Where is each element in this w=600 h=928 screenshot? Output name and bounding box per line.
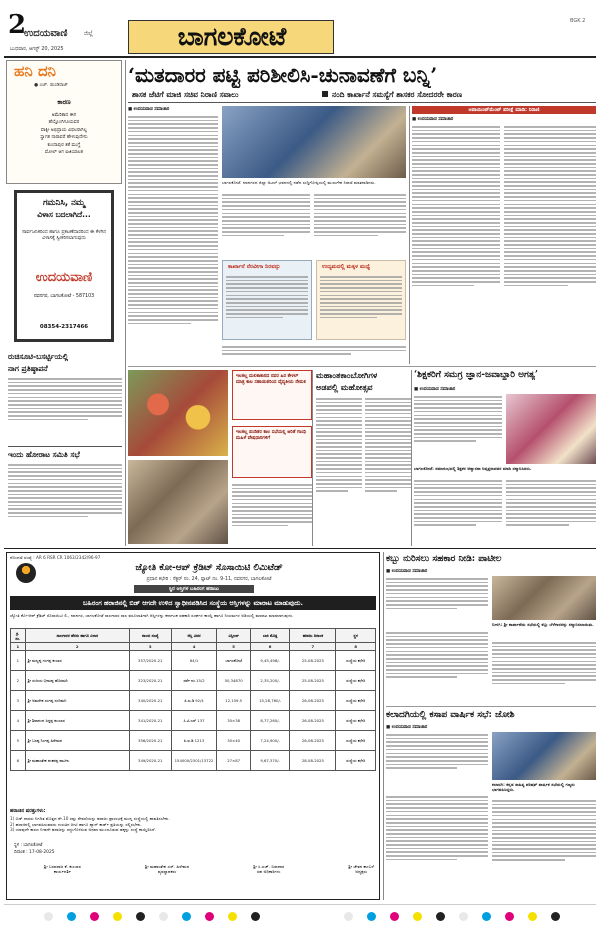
- honny-poem-line: ಅಮೆರಿಕಾದ ಈಗ: [51, 113, 77, 118]
- table-cell: ಪಿ.ಐ.ಡಿ 92/4: [171, 691, 217, 711]
- knowledge-body-col3: [506, 478, 596, 544]
- table-cell: 349/2020-21: [129, 751, 171, 771]
- table-column-number: 3: [129, 643, 171, 651]
- registration-dot: [205, 912, 214, 921]
- right-lower-body-1c: [492, 640, 596, 702]
- newspaper-page: [4, 2, 596, 926]
- table-header-cell: ಸಾಲಗಾರರ ಹೆಸರು ಹಾಗೂ ವಿಳಾಸ: [25, 629, 129, 643]
- right-lower-body-2c: [492, 798, 596, 898]
- lead-body-col1: [128, 114, 218, 404]
- table-cell: 340/2020-21: [129, 691, 171, 711]
- table-cell: 357/2020-21: [129, 651, 171, 671]
- right-lower-body-1b: [386, 630, 488, 702]
- table-cell: 26-08-2025: [290, 691, 336, 711]
- story1-headline-2: ನಾಗ ಪ್ರತಿಷ್ಠಾಪನೆ: [8, 364, 48, 373]
- signatory: [348, 864, 374, 874]
- table-row: [11, 711, 376, 731]
- registration-dot: [459, 912, 468, 921]
- signatory-role: ಅಧ್ಯಕ್ಷರು: [355, 869, 368, 874]
- promo-address: ನವನಗರ, ಬಾಗಲಕೋಟೆ - 587103: [33, 294, 95, 299]
- right-lower-photo-1: [492, 576, 596, 620]
- table-column-number-row: [11, 643, 376, 651]
- story2-body: [8, 462, 122, 544]
- table-cell: 3: [11, 691, 26, 711]
- page-code: BGK 2: [570, 18, 586, 24]
- table-cell: 50,34870: [217, 671, 250, 691]
- table-cell: ಸಿ.ಟಿ.ಎಸ್ 137: [171, 711, 217, 731]
- knowledge-body-col2: [414, 478, 502, 544]
- promo-brand-logo: ಉದಯವಾಣಿ: [35, 270, 93, 285]
- table-cell: ಸಂಸ್ಥೆಯ ಕಛೇರಿ: [336, 731, 376, 751]
- promo-headline-1: ಗಮನಿಸಿ, ನಮ್ಮ: [42, 198, 86, 208]
- signatory-name: ಶ್ರೀ ಸಿ.ಎಚ್. ಬಿರಾದಾರ: [253, 864, 285, 869]
- table-cell: 5: [11, 731, 26, 751]
- ad-place: ಸ್ಥಳ : ಬಾಗಲಕೋಟೆ: [14, 843, 43, 848]
- signatory-role: ಕಾರ್ಯದರ್ಶಿ: [53, 869, 72, 874]
- lead-box-1-body: [226, 274, 308, 336]
- knowledge-headline: ‘ಶಿಕ್ಷಕರಿಗೆ ಸಮಗ್ರ ಜ್ಞಾನ-ಜವಾಬ್ದಾರಿ ಅಗತ್ಯ’: [414, 370, 539, 380]
- right-lower-body-1a: [386, 576, 488, 626]
- table-cell: 8,77,260/-: [250, 711, 290, 731]
- temple-headline-1: ಮಹಾಂತಕಾಂಬೋಗಿಗಳ: [316, 370, 378, 380]
- promo-body: ಸಾರ್ವಜನಿಕರಿಂದ ಹಾಗೂ ಪ್ರಕಟಣೆದಾರರಿಂದ ಈ ಕೆಳಗಿನ ವಿಳಾಸಕ್ಕೆ ಸ್ವೀಕರಿಸಲಾಗುವುದು: [22, 230, 106, 242]
- ad-company: ಜ್ಯೋತಿ ಕೋ-ಆಪ್ ಕ್ರೆಡಿಟ್ ಸೊಸಾಯಿಟಿ ಲಿಮಿಟೆಡ್: [135, 563, 283, 573]
- table-cell: 4: [11, 711, 26, 731]
- honny-poem-line: ಕುಂದಾಪುರ ಶಕೆ ಮುಗ್ದೆ: [47, 142, 81, 148]
- section-title: ಬಾಗಲಕೋಟೆ: [177, 22, 287, 51]
- table-cell: ಶ್ರೀ ಶಿವಾನಂದ ಸಿದ್ದಪ್ಪ ಕುಂಬಾರ: [25, 711, 129, 731]
- table-header-row: [11, 629, 376, 643]
- table-row: [11, 691, 376, 711]
- date-line: ಬುಧವಾರ, ಆಗಸ್ಟ್ 20, 2025: [10, 46, 64, 52]
- table-header-cell: ವಿಸ್ತೀರ್ಣ: [217, 629, 250, 643]
- honny-dhani-title: ಹನಿ ದನಿ: [14, 62, 56, 80]
- registration-marks-right: [344, 912, 560, 921]
- lead-subhead-right: ನಂದಿ ಕಾರ್ಖಾನೆ ಸಮಸ್ಯೆಗೆ ಶಾಸಕರ ಸೋದರರೇ ಕಾರಣ: [332, 90, 463, 99]
- table-cell: ಶ್ರೀ ಅಮರೇಶ ಸಂಗಪ್ಪ ಸಂದಿಮನಿ: [25, 691, 129, 711]
- paper-name: ಉದಯವಾಣಿ: [24, 28, 68, 39]
- table-cell: ಶ್ರೀ ಮಹಾಂತೇಶ ಶಂಕರಪ್ಪ ಪಾಟೀಲ: [25, 751, 129, 771]
- right-lower-caption-2: ಕಲಾದಗಿ: ಕನ್ನಡ ಸಾಹಿತ್ಯ ಪರಿಷತ್ ವಾರ್ಷಿಕ ಸಭೆಯಲ್ಲಿ ಗಣ್ಯರು ಭಾಗವಹಿಸಿದ್ದರು.: [492, 782, 575, 792]
- table-cell: ಸರ್ವೆ ನಂ.15/2: [171, 671, 217, 691]
- ad-reg-no: ನೊಂದಣಿ ಸಂಖ್ಯೆ : AR 6 RSR CR 1063/2342/96-97: [10, 555, 101, 560]
- table-cell: ಸಂಸ್ಥೆಯ ಕಛೇರಿ: [336, 651, 376, 671]
- lead-body-col2: [222, 192, 310, 256]
- lead-body-col3: [314, 192, 406, 256]
- table-row: [11, 671, 376, 691]
- ad-intro: ಜ್ಯೋತಿ ಕೋ-ಆಪ್ ಕ್ರೆಡಿಟ್ ಸೊಸಾಯಿಟಿ ಲಿ., ನವನಗರ, ಬಾಗಲಕೋಟೆ ಸಾಲಗಾರರ ಸಾಲ ವಸೂಲಾತಿಗಾಗಿ ಆಸ್ತಿಗಳನ್ನು ಕರ್ನಾಟಕ ಸಹಕಾರಿ ಸಂಘಗಳ ಕಾಯ್ದೆ ಹಾಗೂ ನಿಯಮಗಳ ಅಡಿಯಲ್ಲಿ ಮಾರಾಟ ಮಾಡಲಾಗುವುದು.: [10, 613, 294, 618]
- registration-marks: [44, 912, 260, 921]
- table-header-cell: ಹರಾಜು ದಿನಾಂಕ: [290, 629, 336, 643]
- table-cell: 64/1: [171, 651, 217, 671]
- edition-tag: ಜಿಲ್ಲೆ: [84, 30, 93, 37]
- table-cell: 7,24,900/-: [250, 731, 290, 751]
- table-cell: 28-08-2025: [290, 751, 336, 771]
- registration-dot: [182, 912, 191, 921]
- table-cell: 6: [11, 751, 26, 771]
- ad-date: ದಿನಾಂಕ : 17-08-2025: [14, 850, 55, 855]
- lead-box-2-body: [320, 274, 402, 336]
- ad-condition: 1) ಬಿಡ್ ದಾರರು ನಿಗದಿತ ಮೊತ್ತದ ಶೇ.10 ರಷ್ಟು ಠೇವಣಿಯನ್ನು ಹರಾಜು ಪ್ರಾರಂಭಕ್ಕೆ ಮುನ್ನ ಸಂಸ್ಥೆಯಲ್ಲಿ ಪಾವತಿಸಬೇಕು.: [10, 816, 170, 821]
- right-story-byline: ■ ಉದಯವಾಣಿ ಸಮಾಚಾರ: [412, 117, 454, 122]
- table-cell: 26-08-2025: [290, 711, 336, 731]
- table-row: [11, 751, 376, 771]
- table-cell: 1: [11, 651, 26, 671]
- ad-address: ಪ್ರಧಾನ ಕಛೇರಿ : ಸೆಕ್ಟರ್ ನಂ. 24, ಪ್ಲಾಟ್ ನಂ. 9-11, ನವನಗರ, ಬಾಗಲಕೋಟೆ: [146, 577, 272, 582]
- subhead-separator: [322, 91, 328, 97]
- signatory-name: ಶ್ರೀ ಬಸವರಾಜ ಕೆ. ಕುಂಬಾರ: [44, 864, 81, 869]
- ad-condition: 2) ಹರಾಜಿನಲ್ಲಿ ಭಾಗವಹಿಸುವವರು ಗುರುತಿನ ಚೀಟಿ ಹಾಗೂ ಪ್ಯಾನ್ ಕಾರ್ಡ್ ಪ್ರತಿಯನ್ನು ಸಲ್ಲಿಸಬೇಕು.: [10, 821, 142, 827]
- lead-photo: [222, 106, 406, 178]
- table-header-cell: ಕ್ರ. ಸಂ.: [11, 629, 26, 643]
- signatory: [44, 864, 81, 874]
- table-cell: ಶ್ರೀ ಮಲ್ಲಪ್ಪ ಗಂಗಪ್ಪ ಕಂಬಾರ: [25, 651, 129, 671]
- right-lower-photo-2: [492, 732, 596, 780]
- temple-body-col1: [316, 396, 362, 544]
- table-row: [11, 731, 376, 751]
- honny-poem-line: ಹೆಯ್ತೊಂಗಿಗೂಯವರ: [48, 120, 80, 126]
- temple-headline-2: ಅಡಪಲ್ಲಿ ಮಹೋತ್ಸವ: [316, 382, 373, 392]
- knowledge-body-col1: [414, 394, 502, 464]
- table-cell: 2: [11, 671, 26, 691]
- temple-photo: [128, 370, 228, 456]
- story2-headline: ಇಂದು ಹೋರಾಟ ಸಮಿತಿ ಸಭೆ: [8, 450, 80, 459]
- table-cell: ಸಂಸ್ಥೆಯ ಕಛೇರಿ: [336, 691, 376, 711]
- table-cell: 323/2020-21: [129, 671, 171, 691]
- table-column-number: 2: [25, 643, 129, 651]
- lead-headline: ‘ಮತದಾರರ ಪಟ್ಟಿ ಪರಿಶೀಲಿಸಿ-ಚುನಾವಣೆಗೆ ಬನ್ನಿ’: [128, 63, 438, 87]
- registration-dot: [251, 912, 260, 921]
- table-cell: 15,28,760/-: [250, 691, 290, 711]
- ad-notice-tag: ಸ್ಥಿರ ಆಸ್ತಿಗಳ ಬಹಿರಂಗ ಹರಾಜು: [134, 585, 254, 593]
- knowledge-caption: ಬಾಗಲಕೋಟೆ: ಸಮಾರಂಭದಲ್ಲಿ ಶಿಕ್ಷಕರ ಆಶ್ವಾಸನಾ ನಿವೃತ್ತರಾದವರ ಮಾಡಿ ಸನ್ಮಾನಿಸಿದರು.: [414, 466, 532, 471]
- table-header-cell: ಆಸ್ತಿ ವಿವರ: [171, 629, 217, 643]
- table-cell: 9,45,498/-: [250, 651, 290, 671]
- right-lower-caption-1: ಬೀಳಗಿ: ಶ್ರೀ ಕಾರ್ಖಾನೆಯ ಸಭೆಯಲ್ಲಿ ಕಬ್ಬು ಬೆಳೆಗಾರರನ್ನು ಸನ್ಮಾನಿಸಲಾಯಿತು.: [492, 622, 594, 627]
- ad-signatories: [44, 864, 374, 874]
- gandhi-photo: [128, 460, 228, 544]
- table-header-cell: ಸಾಲದ ಸಂಖ್ಯೆ: [129, 629, 171, 643]
- registration-dot: [113, 912, 122, 921]
- table-cell: 341/2020-21: [129, 711, 171, 731]
- gandhi-story-body: [232, 482, 312, 544]
- promo-phone: 08354-2317466: [39, 324, 89, 330]
- honny-dhani-author: ● ಎಚ್. ಡುಂಡಿರಾಜ್: [34, 83, 68, 88]
- lamp-logo-icon: [16, 563, 36, 583]
- auction-table-wrap: [10, 628, 376, 804]
- table-cell: 2,35,200/-: [250, 671, 290, 691]
- signatory-name: ಶ್ರೀ ಮಹಾಂತೇಶ ಎಸ್. ಹಿರೇಮಠ: [145, 864, 190, 869]
- right-story-kicker: ಅಪಾಯಿಂಟ್‌ಮೆಂಟ್ ಪರೀಕ್ಷೆ ಮಾಡಿ: ನಿರಾಣಿ: [412, 106, 596, 114]
- honny-poem-line: ವಾಕ್ಸೀ ಅಭಿಪ್ರಾಯ ವಿಫಲರಾಗಿಲ್ಲ: [40, 127, 88, 133]
- table-cell: 25-08-2025: [290, 651, 336, 671]
- table-cell: 356/2020-21: [129, 731, 171, 751]
- lead-byline: ■ ಉದಯವಾಣಿ ಸಮಾಚಾರ: [128, 107, 170, 112]
- honny-poem-line: ಸ್ವಾಗತ ನಾರಾವರೆ ಹೇಳುವುದೇನು: [40, 135, 88, 141]
- table-column-number: 5: [217, 643, 250, 651]
- table-header-cell: ಬಾಕಿ ಮೊತ್ತ: [250, 629, 290, 643]
- registration-dot: [344, 912, 353, 921]
- table-cell: 25-08-2025: [290, 671, 336, 691]
- signatory: [145, 864, 189, 874]
- registration-dot: [67, 912, 76, 921]
- promo-headline-2: ವಿಳಾಸ ಬದಲಾಗಿದೆ...: [37, 210, 91, 219]
- table-header-cell: ಸ್ಥಳ: [336, 629, 376, 643]
- registration-dot: [528, 912, 537, 921]
- lead-body-col4: [222, 344, 406, 362]
- table-column-number: 8: [336, 643, 376, 651]
- ad-condition: 3) ಯಾವುದೇ ಕಾರಣ ನೀಡದೇ ಹರಾಜನ್ನು ರದ್ದುಗೊಳಿಸುವ ಅಥವಾ ಮುಂದೂಡುವ ಹಕ್ಕನ್ನು ಸಂಸ್ಥೆ ಕಾಯ್ದಿರಿಸಿದೆ.: [10, 827, 156, 833]
- table-cell: 30×38: [217, 711, 250, 731]
- lead-box-2-title: ಉದ್ಯಮದಲ್ಲಿ ಮಕ್ಕಳ ಮಧ್ಯೆ: [322, 264, 370, 270]
- right-story-col1: [412, 124, 500, 364]
- table-cell: 26-08-2025: [290, 731, 336, 751]
- table-column-number: 7: [290, 643, 336, 651]
- registration-dot: [551, 912, 560, 921]
- quote-box-2-text: ಇಲಕಲ್ಲ ಪಂಡಿತರ ಕಾಲ ಸಭೆಯಲ್ಲಿ ಅರಿತೆ ಗಾಂಧಿ ಮಹಿಳೆ ವೇಷಧಾರಿಗಳಿಗೆ: [236, 430, 307, 441]
- right-story-col2: [504, 124, 596, 364]
- story1-body: [8, 376, 122, 442]
- right-lower-body-2a: [386, 732, 488, 790]
- registration-dot: [413, 912, 422, 921]
- table-cell: ಸಂಸ್ಥೆಯ ಕಛೇರಿ: [336, 751, 376, 771]
- registration-dot: [44, 912, 53, 921]
- auction-table: [10, 628, 376, 771]
- table-cell: ಸಂಸ್ಥೆಯ ಕಛೇರಿ: [336, 671, 376, 691]
- ad-conditions-title: ಹರಾಜಿನ ಷರತ್ತುಗಳು:: [10, 808, 46, 814]
- registration-dot: [228, 912, 237, 921]
- honny-poem: [10, 112, 118, 156]
- table-cell: 154000/2301/13722: [171, 751, 217, 771]
- knowledge-byline: ■ ಉದಯವಾಣಿ ಸಮಾಚಾರ: [414, 387, 456, 392]
- lead-subhead-left: ಶಾಸಕ ಜೆಟಿಗೆ ಮಾಜಿ ಸಚಿವ ನಿರಾಣಿ ಸವಾಲು: [132, 90, 239, 99]
- honny-poem-title: ಕಾರಣ: [57, 98, 71, 106]
- table-column-number: 4: [171, 643, 217, 651]
- signatory: [253, 864, 284, 874]
- ad-banner: ಬಹಿರಂಗ ಹರಾಜಿನಲ್ಲಿ ಬಿಡ್ ಆಗದೇ ಉಳಿದ ಸ್ವಾಧೀನಪಡಿಸಿದ ಸಂಸ್ಥೆಯ ಆಸ್ತಿಗಳನ್ನು ಮಾರಾಟ ಮಾಡುವುದು.: [10, 596, 376, 610]
- honny-poem-line: ಮೋಲ್ ಆಗ ಐಜಿಯಾಲಕ: [45, 150, 83, 156]
- right-lower-headline-1: ಕಬ್ಬು ನುರಿಸಲು ಸಹಕಾರ ನೀಡಿ: ಪಾಟೀಲ: [386, 554, 502, 564]
- right-lower-body-2b: [386, 794, 488, 898]
- right-lower-byline-2: ■ ಉದಯವಾಣಿ ಸಮಾಚಾರ: [386, 725, 428, 730]
- signatory-name: ಶ್ರೀ ಚೇತನ ಕಾಂಬಳೆ: [348, 864, 374, 869]
- table-cell: 30×40: [217, 731, 250, 751]
- table-cell: ಶ್ರೀ ಸಂಜಯ ಭೀಮಪ್ಪ ಹೊಸಮನಿ: [25, 671, 129, 691]
- table-row: [11, 651, 376, 671]
- knowledge-photo: [506, 394, 596, 464]
- quote-box-1-text: ಇಲಕಲ್ಲ ಮಲಿಕಾಕಾನದ ನವರ ಹಿರ ಕೇಳಲ್ ಮಾತ್ರ ಕಾಲ ಸಹಾಯಿತರಿಂದ ವೈದ್ಯಕೀಯ ನೇಮಕ: [236, 374, 306, 385]
- registration-dot: [159, 912, 168, 921]
- table-cell: 12,159.5: [217, 691, 250, 711]
- table-cell: 9,67,370/-: [250, 751, 290, 771]
- lead-box-1-title: ಕಾರ್ಖಾನೆ ನೆರವೀಗಾ ನಿರವನ್ನು: [228, 264, 281, 270]
- signatory-role: ವ್ಯವಸ್ಥಾಪಕರು: [157, 869, 177, 874]
- page-number: 2: [8, 10, 27, 40]
- story1-headline: ರುಚಿಸೂಟಿ-ಬಸರ್ಟ್ಟಿಯಲ್ಲಿ: [8, 352, 69, 361]
- registration-dot: [367, 912, 376, 921]
- registration-dot: [90, 912, 99, 921]
- table-cell: ಬಾಗಲಕೋಟೆ: [217, 651, 250, 671]
- registration-dot: [136, 912, 145, 921]
- table-cell: ಪಿ.ಐ.ಡಿ 1213: [171, 731, 217, 751]
- table-cell: 27×87: [217, 751, 250, 771]
- temple-body-col2: [365, 396, 411, 544]
- right-lower-byline-1: ■ ಉದಯವಾಣಿ ಸಮಾಚಾರ: [386, 569, 428, 574]
- registration-dot: [390, 912, 399, 921]
- lead-photo-caption: ಬಾಗಲಕೋಟೆ: ನವನಗರದ ಜಿಲ್ಲಾ ಅಟಲ್‌ ಭವನದಲ್ಲಿ ನಡೆದ ಸುದ್ದಿಗೋಷ್ಠಿಯಲ್ಲಿ ಮುರುಗೇಶ ನಿರಾಣಿ ಮಾತನಾಡಿದರು.: [222, 180, 376, 185]
- table-column-number: 6: [250, 643, 290, 651]
- ad-conditions: [10, 816, 376, 833]
- right-lower-headline-2: ಕಲಾದಗಿಯಲ್ಲಿ ಕಸಾಪ ವಾರ್ಷಿಕ ಸಭೆ: ಜೋಶಿ: [386, 710, 515, 720]
- registration-dot: [505, 912, 514, 921]
- table-cell: ಶ್ರೀ ಬಸಪ್ಪ ನಿಂಗಪ್ಪ ಹಿರೇಮಠ: [25, 731, 129, 751]
- registration-dot: [436, 912, 445, 921]
- signatory-role: ಸಹ ಅಧಿಕಾರಿಗಳು: [257, 869, 281, 874]
- table-column-number: 1: [11, 643, 26, 651]
- table-cell: ಸಂಸ್ಥೆಯ ಕಛೇರಿ: [336, 711, 376, 731]
- registration-dot: [482, 912, 491, 921]
